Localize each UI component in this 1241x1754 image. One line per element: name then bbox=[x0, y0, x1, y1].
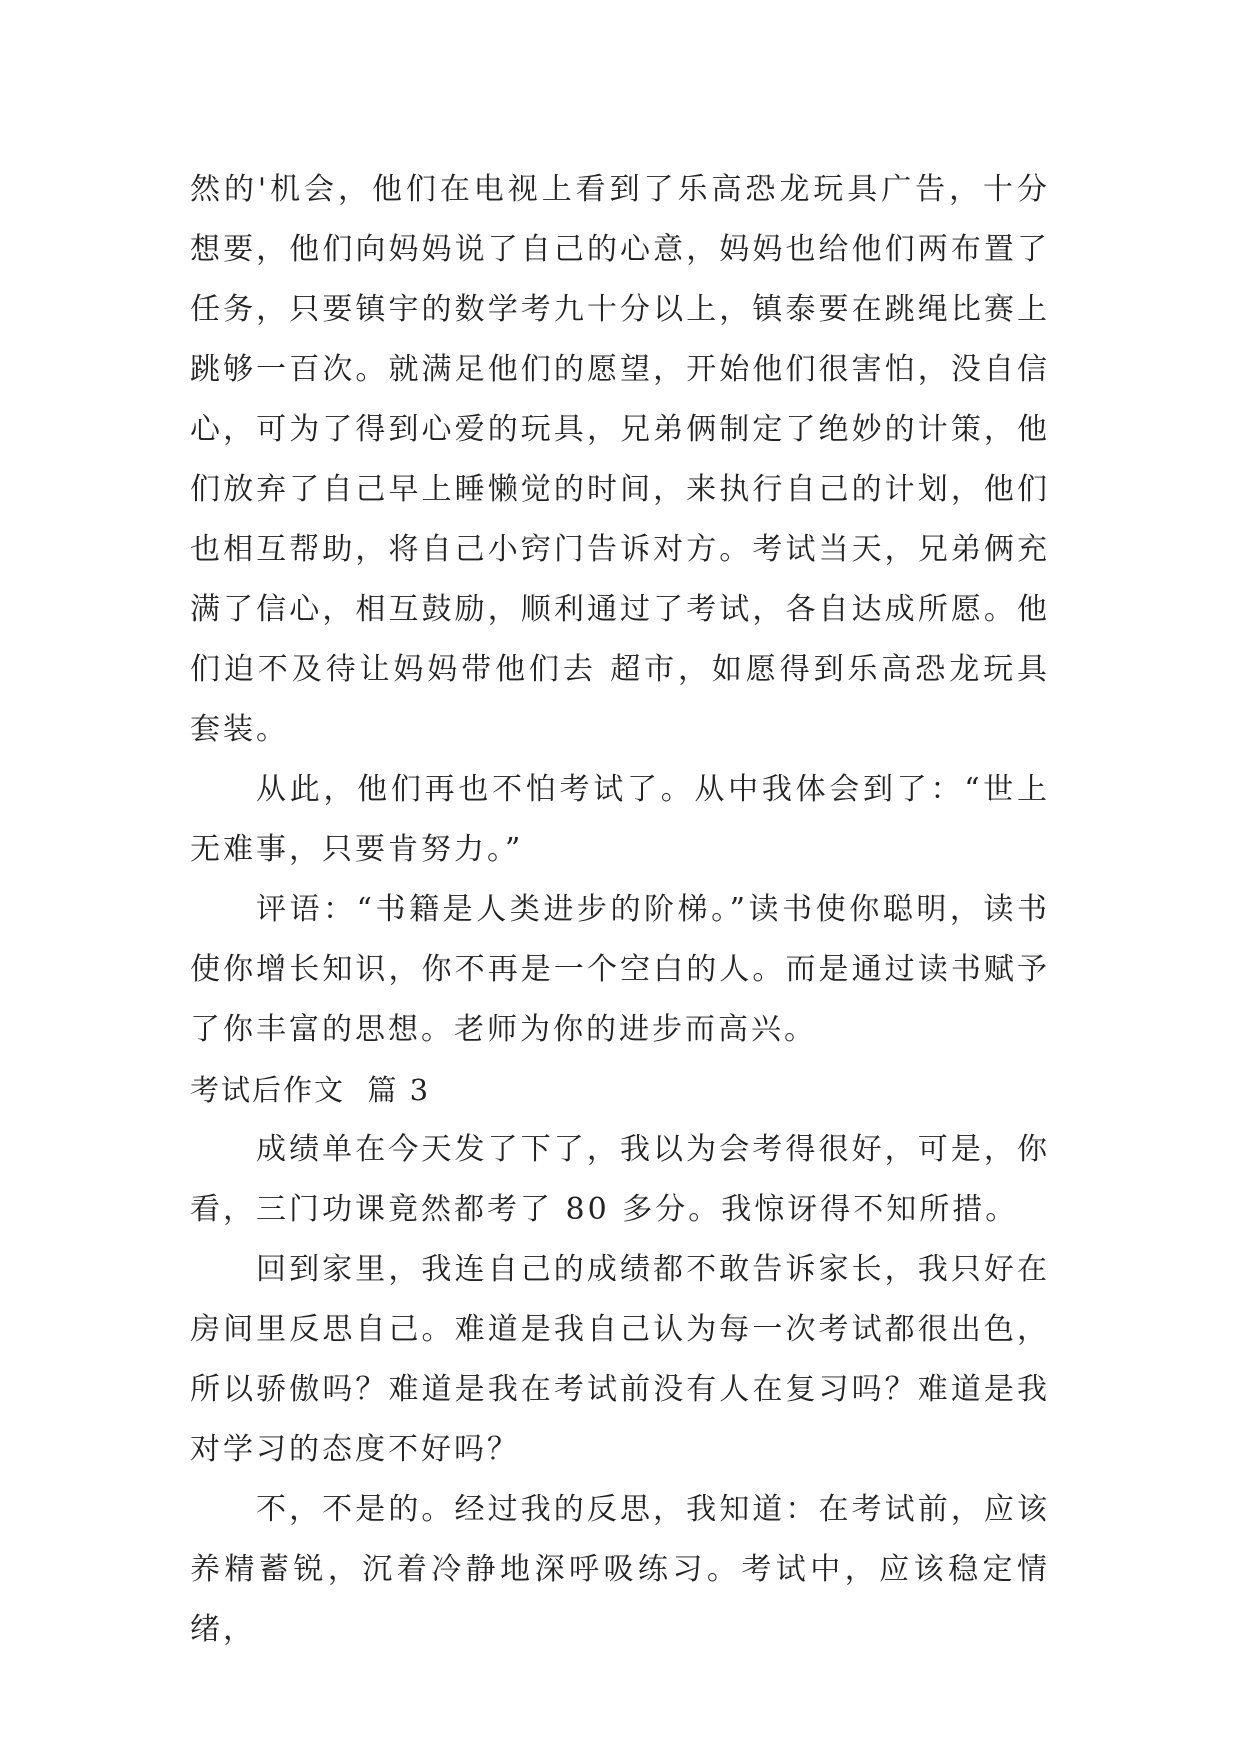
paragraph-reflection: 回到家里，我连自己的成绩都不敢告诉家长，我只好在房间里反思自己。难道是我自己认为每一次考试都很出色，所以骄傲吗？难道是我在考试前没有人在复习吗？难道是我对学习的态度不好吗？ bbox=[190, 1252, 1050, 1467]
paragraph-teacher-comment: 评语：“书籍是人类进步的阶梯。”读书使你聪明，读书使你增长知识，你不再是一个空白的人。而是通过读书赋予了你丰富的思想。老师为你的进步而高兴。 bbox=[190, 892, 1050, 1047]
paragraph-conclusion: 从此，他们再也不怕考试了。从中我体会到了：“世上无难事，只要肯努力。” bbox=[190, 772, 1050, 867]
section-heading: 考试后作文 篇 3 bbox=[190, 1073, 431, 1107]
paragraph-report-card: 成绩单在今天发了下了，我以为会考得很好，可是，你看，三门功课竟然都考了 80 多分。我惊讶得不知所措。 bbox=[190, 1132, 1050, 1227]
paragraph-lesson: 不，不是的。经过我的反思，我知道：在考试前，应该养精蓄锐，沉着冷静地深呼吸练习。考试中，应该稳定情绪， bbox=[190, 1492, 1050, 1647]
paragraph-continuation: 然的'机会，他们在电视上看到了乐高恐龙玩具广告，十分想要，他们向妈妈说了自己的心意，妈妈也给他们两布置了任务，只要镇宇的数学考九十分以上，镇泰要在跳绳比赛上跳够一百次。就满足他们的愿望，开始他们很害怕，没自信心，可为了得到心爱的玩具，兄弟俩制定了绝妙的计策，他们放弃了自己早上睡懒觉的时间，来执行自己的计划，他们也相互帮助，将自己小窍门告诉对方。考试当天，兄弟俩充满了信心，相互鼓励，顺利通过了考试，各自达成所愿。他们迫不及待让妈妈带他们去 超市，如愿得到乐高恐龙玩具套装。 bbox=[190, 172, 1050, 747]
document-body bbox=[190, 160, 1050, 1660]
